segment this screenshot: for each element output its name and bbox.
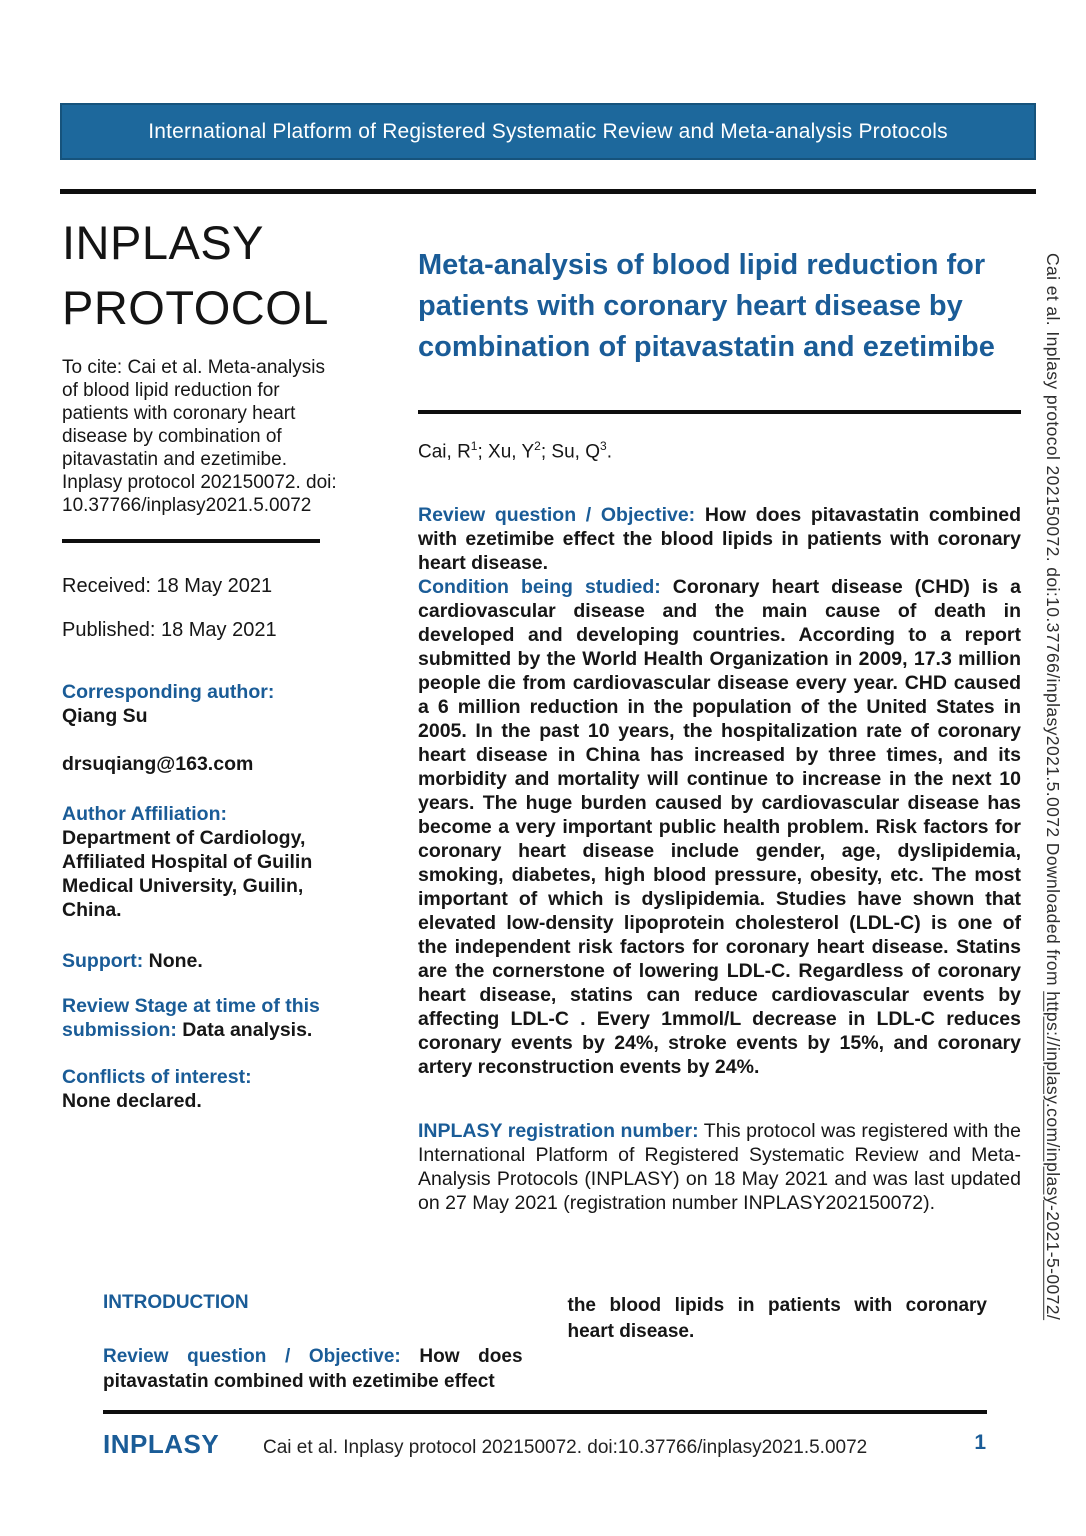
abstract xyxy=(418,503,1021,1079)
introduction-column-1 xyxy=(103,1291,523,1394)
to-cite-note: To cite: Cai et al. Meta-analysis of blood lipid reduction for patients with coronary heart disease by combination of pitavastatin and ezetimibe. Inplasy protocol 202150072. doi: 10.37766/inplasy2021.5.0072 xyxy=(62,357,337,516)
conflicts-label: Conflicts of interest: xyxy=(62,1066,252,1088)
review-stage-label: Review Stage at time of this submission: xyxy=(62,995,320,1041)
registration-text: This protocol was registered with the International Platform of Registered Systematic Review and Meta-Analysis Protocols (INPLASY) on 18 May 2021 and was last updated on 27 May 2021 (registration number INPLASY202150072). xyxy=(418,1120,1021,1215)
introduction-continued-text: the blood lipids in patients with coronary heart disease. xyxy=(567,1295,987,1342)
sidebar xyxy=(62,210,344,1113)
condition-text: Coronary heart disease (CHD) is a cardiovascular disease and the main cause of death in developed and developing countries. According to a report submitted by the World Health Organization in 2009, 17.3 million people die from cardiovascular disease every year. CHD caused a 6 million reduction in the population of the United States in 2005. In the past 10 years, the hospitalization rate of coronary heart disease in China has increased by three times, and its morbidity and mortality will continue to increase in the next 10 years. The huge burden caused by cardiovascular disease has become a very important public health problem. Risk factors for coronary heart disease include gender, age, dyslipidemia, smoking, diabetes, high blood pressure, obesity, etc. The most important of which is dyslipidemia. Studies have shown that elevated low-density lipoprotein cholesterol (LDL-C) is one of the independent risk factors for coronary heart disease. Statins are the cornerstone of lowering LDL-C. Regardless of coronary heart disease, statins can reduce cardiovascular events by affecting LDL-C . Every 1mmol/L decrease in LDL-C reduces coronary events by 24%, stroke events by 15%, and coronary artery reconstruction events by 24%. xyxy=(418,576,1021,1079)
support-block xyxy=(62,949,344,973)
author-name: ; Su, Q xyxy=(540,441,600,463)
author-superscript: 3 xyxy=(600,439,607,453)
registration-label: INPLASY registration number: xyxy=(418,1120,699,1143)
journal-banner xyxy=(60,103,1036,160)
author-line-period: . xyxy=(606,441,612,463)
author-superscript: 1 xyxy=(470,439,478,453)
article-title: Meta-analysis of blood lipid reduction for patients with coronary heart disease by combination of pitavastatin and ezetimibe xyxy=(418,249,995,363)
conflicts-value: None declared. xyxy=(62,1090,202,1112)
author-name: ; Xu, Y xyxy=(477,441,535,463)
support-label: Support: xyxy=(62,950,144,972)
journal-banner-title: International Platform of Registered Systematic Review and Meta-analysis Protocols xyxy=(148,119,948,143)
corresponding-author-label: Corresponding author: xyxy=(62,681,275,703)
introduction-section xyxy=(103,1291,987,1394)
title-divider xyxy=(418,410,1021,414)
received-date: Received: 18 May 2021 xyxy=(62,575,273,597)
header-divider xyxy=(60,189,1036,194)
condition-paragraph xyxy=(418,575,1021,1079)
introduction-heading: INTRODUCTION xyxy=(103,1292,249,1313)
margin-citation-text: Cai et al. Inplasy protocol 202150072. doi:10.37766/inplasy2021.5.0072 Downloaded from xyxy=(1043,253,1063,992)
corresponding-author-block xyxy=(62,680,344,728)
margin-citation-link[interactable]: https://inplasy.com/inplasy-2021-5-0072/ xyxy=(1043,991,1063,1321)
page-number: 1 xyxy=(974,1431,986,1454)
affiliation-text: Department of Cardiology, Affiliated Hospital of Guilin Medical University, Guilin, China. xyxy=(62,827,313,921)
registration-paragraph xyxy=(418,1119,1021,1215)
author-line xyxy=(418,435,1021,463)
introduction-review-question-label: Review question / Objective: xyxy=(103,1346,401,1367)
author-superscript: 2 xyxy=(534,439,541,453)
affiliation-label: Author Affiliation: xyxy=(62,803,227,825)
review-stage-block xyxy=(62,994,344,1042)
introduction-review-question-text: How does pitavastatin combined with ezetimibe effect xyxy=(103,1346,523,1392)
masthead-line2: PROTOCOL xyxy=(62,281,329,334)
published-date: Published: 18 May 2021 xyxy=(62,619,277,641)
sidebar-divider xyxy=(62,539,320,543)
corresponding-author-name: Qiang Su xyxy=(62,705,148,727)
footer-citation: Cai et al. Inplasy protocol 202150072. doi:10.37766/inplasy2021.5.0072 xyxy=(263,1437,868,1458)
support-value: None. xyxy=(148,950,203,972)
affiliation-block xyxy=(62,802,344,922)
introduction-column-2 xyxy=(568,1291,988,1394)
review-question-label: Review question / Objective: xyxy=(418,504,696,527)
masthead-line1: INPLASY xyxy=(62,216,265,269)
author-name: Cai, R xyxy=(418,441,471,463)
article-column xyxy=(418,245,1021,1235)
conflicts-block xyxy=(62,1065,344,1113)
footer-brand: INPLASY xyxy=(103,1429,220,1459)
review-question-paragraph xyxy=(418,503,1021,575)
condition-label: Condition being studied: xyxy=(418,576,661,599)
introduction-review-question xyxy=(103,1344,523,1394)
margin-citation xyxy=(1042,253,1063,1320)
review-stage-value: Data analysis. xyxy=(182,1019,313,1041)
masthead-title xyxy=(62,210,344,340)
footer-divider xyxy=(103,1410,987,1414)
corresponding-author-email: drsuqiang@163.com xyxy=(62,753,254,775)
review-question-text: How does pitavastatin combined with ezetimibe effect the blood lipids in patients with coronary heart disease. xyxy=(418,504,1022,575)
